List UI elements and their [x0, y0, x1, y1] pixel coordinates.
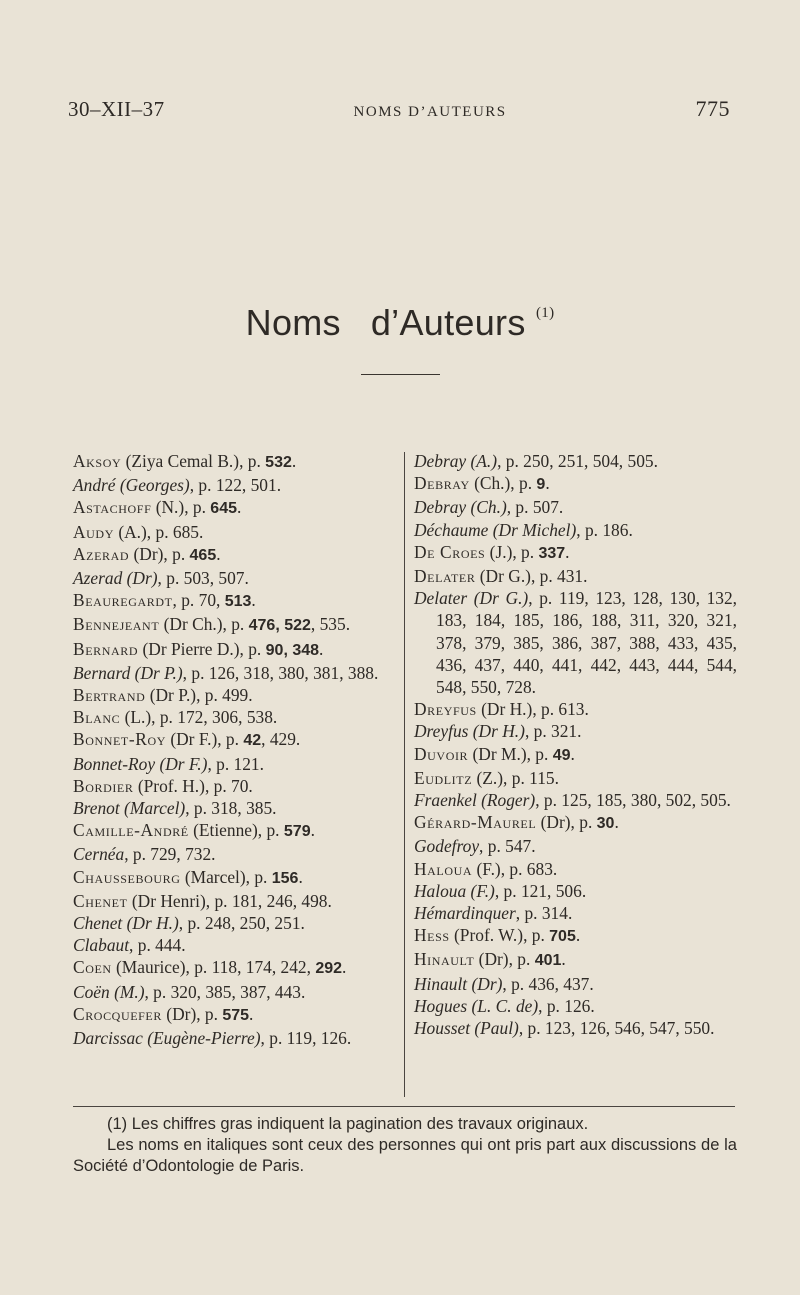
index-entry: [414, 858, 737, 880]
author-name: Gérard-Maurel: [414, 812, 537, 833]
page-title: [0, 302, 800, 344]
author-name: Fraenkel: [414, 790, 477, 811]
entry-pages: (Dr Michel), p. 186.: [488, 519, 633, 540]
entry-pages: (Marcel), p. 318, 385.: [119, 798, 277, 819]
author-name: Delater: [414, 588, 468, 609]
index-entry: [73, 912, 393, 934]
entry-pages: (F.), p. 121, 506.: [466, 880, 587, 901]
index-entry: [414, 450, 737, 472]
entry-pages: (Z.), p. 115.: [472, 767, 559, 788]
index-entry: [414, 743, 737, 767]
entry-pages: (Dr G.), p. 119, 123, 128, 130, 132, 183, 184, 185, 186, 188, 311, 320, 321, 378, 379, 385, 386, 387, 388, 433, 435, 436, 437, 440, 441, 442, 443, 444, 544, 548, 550, 728.: [436, 588, 738, 698]
author-name: Duvoir: [414, 743, 469, 764]
author-name: Déchaume: [414, 519, 489, 540]
index-entry: [414, 720, 737, 742]
author-name: De Croes: [414, 541, 486, 562]
entry-pages: (Roger), p. 125, 185, 380, 502, 505.: [476, 790, 731, 811]
entry-pages: (Maurice), p. 118, 174, 242,: [111, 957, 316, 978]
author-name: Hess: [414, 925, 450, 946]
footnote-line-1: (1) Les chiffres gras indiquent la pagination des travaux originaux.: [107, 1115, 589, 1133]
entry-tail: , 429.: [261, 729, 301, 750]
original-work-pages: 705: [549, 928, 576, 946]
index-entry: [73, 956, 393, 980]
original-work-pages: 42: [243, 732, 262, 750]
entry-tail: .: [565, 541, 570, 562]
author-name: Hinault: [414, 949, 475, 970]
author-name: Coen: [73, 957, 112, 978]
author-name: Coën: [73, 981, 110, 1002]
author-name: Astachoff: [73, 497, 152, 518]
entry-pages: (Prof. W.), p.: [449, 925, 550, 946]
author-name: Bertrand: [73, 685, 146, 706]
index-entry: [73, 521, 393, 543]
author-name: Bonnet-Roy: [73, 753, 156, 774]
author-name: Azerad: [73, 568, 123, 589]
original-work-pages: 90, 348: [265, 641, 320, 659]
original-work-pages: 30: [596, 815, 615, 833]
entry-pages: (Dr P.), p. 126, 318, 380, 381, 388.: [130, 662, 379, 683]
author-name: Hinault: [414, 973, 468, 994]
index-entry: [73, 775, 393, 797]
index-entry: [414, 811, 737, 835]
entry-pages: (Dr F.), p. 121.: [155, 753, 264, 774]
entry-pages: (L. C. de), p. 126.: [467, 995, 595, 1016]
entry-pages: (Dr H.), p. 248, 250, 251.: [122, 913, 305, 934]
index-entry: [414, 1017, 737, 1039]
original-work-pages: 532: [265, 454, 292, 471]
entry-pages: , p. 314.: [515, 903, 573, 924]
entry-pages: (Paul), p. 123, 126, 546, 547, 550.: [470, 1018, 715, 1039]
entry-pages: , p. 547.: [479, 836, 536, 857]
index-entry: [73, 662, 393, 684]
entry-pages: (Dr), p.: [536, 812, 597, 833]
index-entry: [414, 565, 737, 587]
index-entry: [73, 684, 393, 706]
author-name: Godefroy: [414, 836, 480, 857]
entry-tail: .: [298, 866, 303, 887]
author-name: Bennejeant: [73, 614, 160, 635]
author-name: Dreyfus: [414, 721, 469, 742]
author-index: [73, 450, 737, 1100]
entry-pages: (Prof. H.), p. 70.: [133, 775, 253, 796]
index-entry: [73, 890, 393, 912]
author-name: Beauregardt: [73, 590, 173, 611]
header-date: 30–XII–37: [68, 97, 165, 121]
entry-pages: (Ziya Cemal B.), p.: [121, 451, 266, 471]
index-entry: [73, 450, 393, 474]
entry-tail: .: [575, 925, 581, 946]
index-entry: [73, 706, 393, 728]
entry-pages: (Dr Pierre D.), p.: [138, 638, 266, 659]
entry-tail: .: [570, 743, 575, 764]
author-name: Camille-André: [73, 820, 189, 841]
index-entry: [414, 880, 737, 902]
original-work-pages: 465: [189, 546, 217, 564]
entry-pages: , p. 70,: [172, 590, 225, 611]
footnote-line-2: Les noms en italiques sont ceux des personnes qui ont pris part aux discussions de la Société d’Odontologie de Paris.: [73, 1136, 737, 1175]
entry-tail: .: [237, 497, 242, 518]
index-entry: [414, 472, 737, 496]
entry-pages: (Dr G.), p. 431.: [475, 566, 588, 587]
entry-pages: (Dr), p.: [474, 949, 535, 970]
index-entry: [414, 902, 737, 924]
index-entry: [73, 753, 393, 775]
entry-pages: (L.), p. 172, 306, 538.: [120, 707, 278, 728]
entry-pages: (Etienne), p.: [188, 820, 284, 841]
author-name: Bordier: [73, 775, 134, 796]
index-entry: [73, 543, 393, 567]
index-entry: [73, 613, 393, 637]
author-name: Debray: [414, 451, 467, 471]
author-name: Aksoy: [73, 451, 122, 471]
author-name: Blanc: [73, 707, 121, 728]
entry-pages: (Dr), p.: [129, 543, 190, 564]
entry-pages: (Eugène-Pierre), p. 119, 126.: [142, 1028, 352, 1049]
index-entry: [414, 924, 737, 948]
footnote: [73, 1114, 737, 1177]
entry-pages: (A.), p. 685.: [113, 521, 204, 542]
entry-pages: , p. 444.: [129, 935, 186, 956]
author-name: Chenet: [73, 913, 123, 934]
author-name: Haloua: [414, 880, 467, 901]
author-name: Chaussebourg: [73, 866, 181, 887]
index-entry: [73, 589, 393, 613]
entry-pages: (Dr), p.: [161, 1003, 223, 1024]
index-entry: [73, 1027, 393, 1049]
author-name: Housset: [414, 1018, 471, 1039]
author-name: Azerad: [73, 543, 130, 564]
entry-tail: .: [545, 473, 550, 494]
original-work-pages: 337: [538, 544, 566, 562]
index-entry: [414, 973, 737, 995]
entry-tail: .: [291, 451, 297, 471]
author-name: Debray: [414, 497, 467, 518]
index-entry: [414, 587, 737, 698]
entry-tail: .: [614, 812, 619, 833]
original-work-pages: 9: [536, 476, 546, 494]
entry-tail: .: [561, 949, 566, 970]
author-name: Darcissac: [73, 1028, 143, 1049]
index-column-left: [73, 450, 393, 1049]
entry-tail: , 535.: [310, 614, 351, 635]
entry-pages: (Dr Henri), p. 181, 246, 498.: [127, 890, 332, 911]
index-entry: [73, 981, 393, 1003]
author-name: Hémardinquer: [414, 903, 516, 924]
column-divider: [404, 452, 405, 1097]
index-entry: [414, 995, 737, 1017]
author-name: Eudlitz: [414, 767, 473, 788]
index-entry: [414, 496, 737, 518]
author-name: Dreyfus: [414, 699, 477, 720]
author-name: Crocquefer: [73, 1003, 162, 1024]
original-work-pages: 645: [210, 500, 237, 518]
footnote-rule: [73, 1106, 735, 1107]
entry-pages: (Georges), p. 122, 501.: [115, 475, 282, 496]
entry-pages: (F.), p. 683.: [472, 858, 558, 879]
running-head: [68, 96, 730, 126]
title-word-1: Noms: [245, 302, 341, 343]
index-entry: [73, 496, 393, 520]
author-name: Chenet: [73, 890, 128, 911]
title-word-2: d’Auteurs: [370, 302, 526, 343]
original-work-pages: 476, 522: [248, 617, 311, 635]
entry-pages: (Dr), p. 436, 437.: [467, 973, 594, 994]
author-name: Bernard: [73, 662, 131, 683]
index-entry: [73, 474, 393, 496]
author-name: Haloua: [414, 858, 473, 879]
index-column-right: [414, 450, 737, 1039]
author-name: Brenot: [73, 798, 120, 819]
entry-pages: (Dr F.), p.: [165, 729, 244, 750]
index-entry: [414, 789, 737, 811]
index-entry: [414, 948, 737, 972]
index-entry: [73, 819, 393, 843]
entry-pages: (Marcel), p.: [180, 866, 272, 887]
entry-pages: (Dr H.), p. 613.: [476, 699, 589, 720]
author-name: Clabaut: [73, 935, 130, 956]
index-entry: [73, 1003, 393, 1027]
index-entry: [73, 843, 393, 865]
index-entry: [414, 835, 737, 857]
entry-pages: , p. 729, 732.: [124, 844, 216, 865]
title-rule: [361, 374, 440, 375]
entry-pages: (Dr P.), p. 499.: [145, 685, 253, 706]
entry-tail: .: [342, 957, 347, 978]
entry-pages: (Dr H.), p. 321.: [468, 721, 582, 742]
index-entry: [73, 638, 393, 662]
entry-pages: (N.), p.: [151, 497, 211, 518]
index-entry: [73, 728, 393, 752]
entry-pages: (M.), p. 320, 385, 387, 443.: [109, 981, 306, 1002]
entry-pages: (A.), p. 250, 251, 504, 505.: [466, 451, 658, 471]
index-entry: [73, 866, 393, 890]
index-entry: [73, 934, 393, 956]
page-number: 775: [695, 96, 730, 121]
original-work-pages: 401: [534, 952, 562, 970]
author-name: André: [73, 475, 116, 496]
author-name: Hogues: [414, 995, 468, 1016]
author-name: Cernéa: [73, 844, 125, 865]
original-work-pages: 49: [552, 746, 571, 764]
author-name: Delater: [414, 566, 476, 587]
entry-pages: (Ch.), p. 507.: [466, 497, 564, 518]
title-footnote-mark: (1): [535, 305, 555, 321]
entry-pages: (Dr Ch.), p.: [159, 614, 249, 635]
author-name: Bonnet-Roy: [73, 729, 166, 750]
index-entry: [73, 567, 393, 589]
entry-tail: .: [249, 1003, 254, 1024]
original-work-pages: 579: [283, 823, 311, 841]
entry-tail: .: [319, 638, 324, 659]
author-name: Bernard: [73, 638, 139, 659]
index-entry: [414, 519, 737, 541]
entry-pages: (J.), p.: [485, 541, 539, 562]
entry-pages: (Dr), p. 503, 507.: [122, 568, 249, 589]
index-entry: [414, 767, 737, 789]
entry-tail: .: [216, 543, 221, 564]
author-name: Debray: [414, 473, 470, 494]
entry-tail: .: [310, 820, 315, 841]
author-name: Audy: [73, 521, 114, 542]
original-work-pages: 292: [315, 960, 343, 978]
original-work-pages: 575: [222, 1006, 250, 1024]
entry-tail: .: [251, 590, 256, 611]
index-entry: [414, 541, 737, 565]
index-entry: [414, 698, 737, 720]
entry-pages: (Dr M.), p.: [468, 743, 553, 764]
original-work-pages: 156: [271, 869, 299, 887]
entry-pages: (Ch.), p.: [469, 473, 537, 494]
header-section: NOMS D’AUTEURS: [353, 104, 507, 120]
index-entry: [73, 797, 393, 819]
original-work-pages: 513: [224, 593, 252, 611]
